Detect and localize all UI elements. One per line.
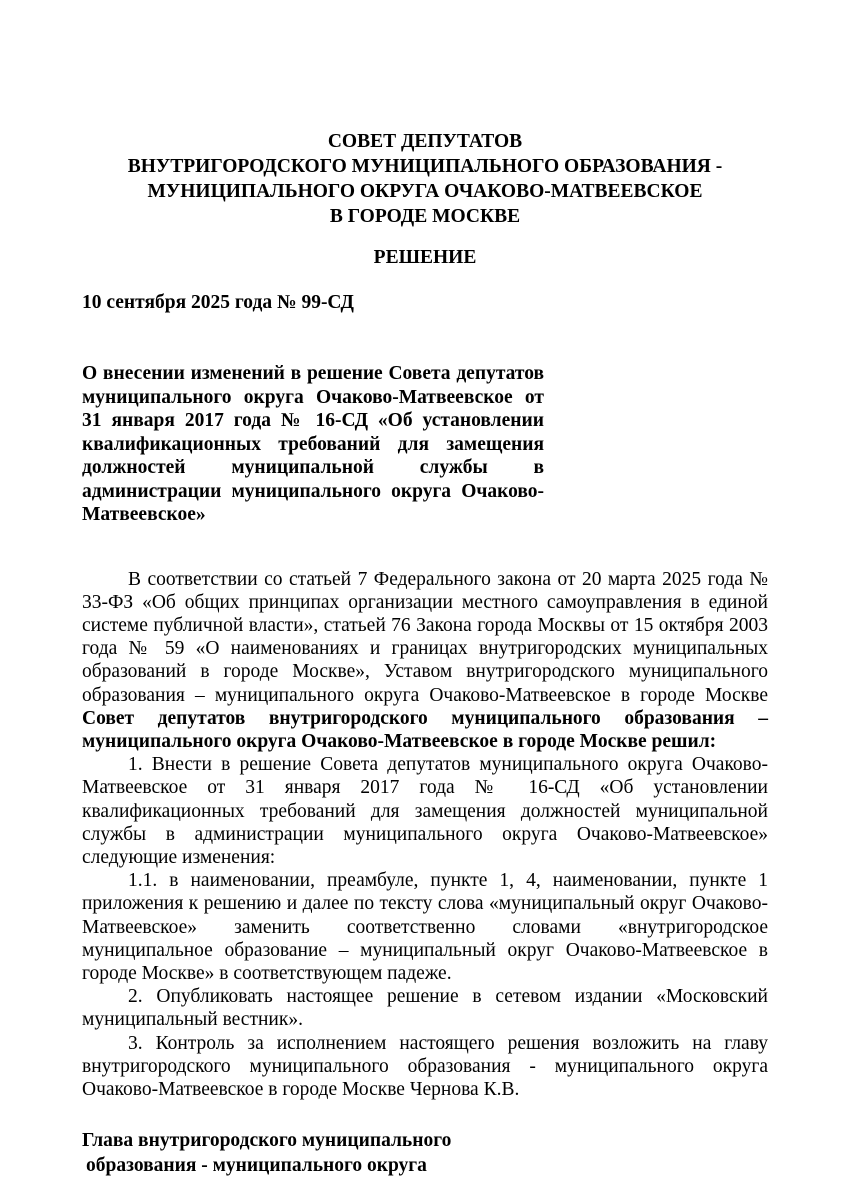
date-and-number-line: 10 сентября 2025 года № 99-СД <box>82 292 354 313</box>
document-header <box>82 129 768 229</box>
org-name-line-4: В ГОРОДЕ МОСКВЕ <box>329 206 521 227</box>
org-name-line-2: ВНУТРИГОРОДСКОГО МУНИЦИПАЛЬНОГО ОБРАЗОВАНИЯ - <box>127 156 723 177</box>
org-name-line-3: МУНИЦИПАЛЬНОГО ОКРУГА ОЧАКОВО-МАТВЕЕВСКОЕ <box>147 181 703 202</box>
item-paragraph-3: 3. Контроль за исполнением настоящего решения возложить на главу внутригородского муниципального образования - муниципального округа Очаково-Матвеевское в городе Москве Чернова К.В. <box>82 1032 768 1100</box>
resolution-clause: Совет депутатов внутригородского муниципального образования – муниципального округа Очаково-Матвеевское в городе Москве решил: <box>82 707 768 752</box>
subject-paragraph: О внесении изменений в решение Совета депутатов муниципального округа Очаково-Матвеевское от 31 января 2017 года № 16-СД «Об установлении квалификационных требований для замещения должностей муниципальной службы в администрации муниципального округа Очаково-Матвеевское» <box>82 363 544 525</box>
item-paragraph-1: 1. Внести в решение Совета депутатов муниципального округа Очаково-Матвеевское от 31 января 2017 года № 16-СД «Об установлении квалификационных требований для замещения должностей муниципальной службы в администрации муниципального округа Очаково-Матвеевское» следующие изменения: <box>82 754 768 868</box>
signature-line-1: Глава внутригородского муниципального <box>82 1130 452 1152</box>
document-body <box>82 568 768 1102</box>
signature-block <box>82 1128 768 1178</box>
item-paragraph-2: 2. Опубликовать настоящее решение в сетевом издании «Московский муниципальный вестник». <box>82 986 768 1031</box>
item-paragraph-1-1: 1.1. в наименовании, преамбуле, пункте 1, 4, наименовании, пункте 1 приложения к решению и далее по тексту слова «муниципальный округ Очаково-Матвеевское» заменить соответственно словами «внутригородское муниципальное образование – муниципальный округ Очаково-Матвеевское в городе Москве» в соответствующем падеже. <box>82 870 768 984</box>
preamble-text: В соответствии со статьей 7 Федерального закона от 20 марта 2025 года № 33-ФЗ «Об общих принципах организации местного самоуправления в единой системе публичной власти», статьей 76 Закона города Москвы от 15 октября 2003 года № 59 «О наименованиях и границах внутригородских муниципальных образований в городе Москве», Уставом внутригородского муниципального образования – муниципального округа Очаково-Матвеевское в городе Москве <box>82 568 768 706</box>
signature-line-2: образования - муниципального округа <box>86 1155 427 1177</box>
document-type-title: РЕШЕНИЕ <box>373 247 477 268</box>
org-name-line-1: СОВЕТ ДЕПУТАТОВ <box>327 131 523 152</box>
preamble-paragraph <box>82 568 768 754</box>
